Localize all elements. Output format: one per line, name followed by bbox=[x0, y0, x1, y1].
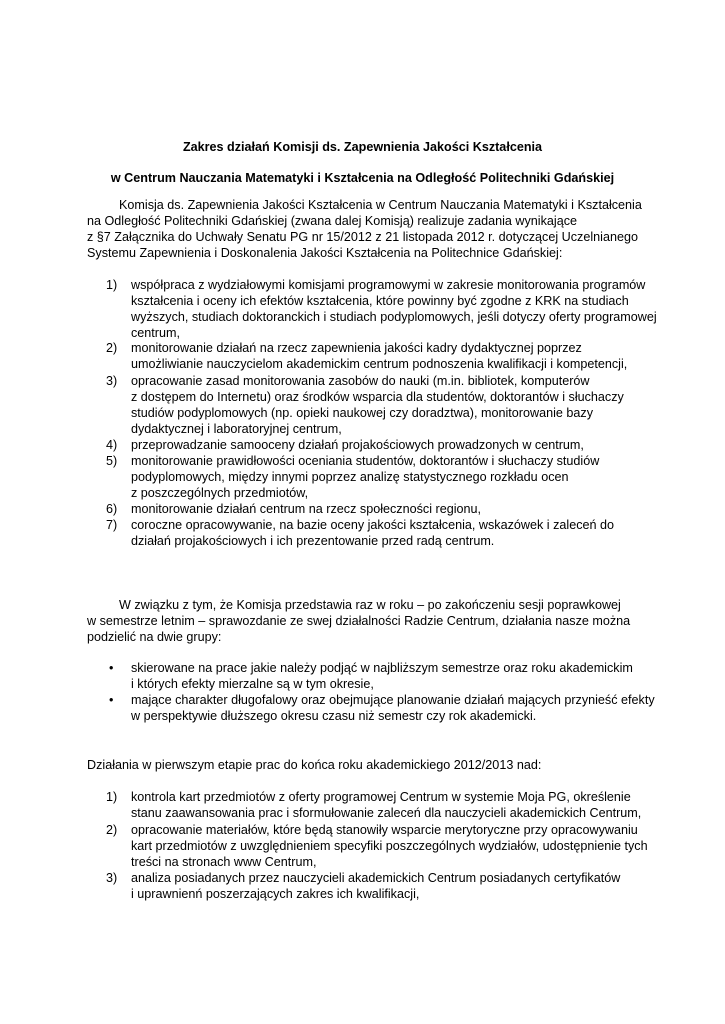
task-line: monitorowanie działań na rzecz zapewnienia jakości kadry dydaktycznej poprzez bbox=[131, 341, 582, 355]
bullet-icon: • bbox=[109, 693, 114, 707]
task-line: umożliwianie nauczycielom akademickim centrum podnoszenia kwalifikacji i kompetencji, bbox=[131, 357, 628, 371]
intro-line: Komisja ds. Zapewnienia Jakości Kształcenia w Centrum Nauczania Matematyki i Kształcenia bbox=[119, 198, 642, 212]
task-line: dydaktycznej i laboratoryjnej centrum, bbox=[131, 422, 342, 436]
task-number: 6) bbox=[106, 502, 118, 516]
group-line: i których efekty mierzalne są w tym okresie, bbox=[131, 677, 374, 691]
group-line: mające charakter długofalowy oraz obejmujące planowanie działań mających przynieść efekty bbox=[131, 693, 655, 707]
document-title-line2: w Centrum Nauczania Matematyki i Kształcenia na Odległość Politechniki Gdańskiej bbox=[110, 171, 615, 185]
task-line: studiów podyplomowych (np. opieki naukowej czy doradztwa), monitorowanie bazy bbox=[131, 406, 594, 420]
group-line: w perspektywie dłuższego okresu czasu niż semestr czy rok akademicki. bbox=[131, 709, 537, 723]
intro-line: z §7 Załącznika do Uchwały Senatu PG nr 15/2012 z 21 listopada 2012 r. dotyczącej Uczelnianego bbox=[87, 230, 638, 244]
task-line: wyższych, studiach doktoranckich i studiach podyplomowych, jeśli dotyczy oferty programowej bbox=[131, 310, 657, 324]
stage-task-line: kart przedmiotów z uwzględnieniem specyfiki poszczególnych wydziałów, udostępnienie tych bbox=[131, 839, 648, 853]
task-line: centrum, bbox=[131, 326, 180, 340]
task-line: działań projakościowych i ich prezentowanie przed radą centrum. bbox=[131, 534, 495, 548]
intro-line: na Odległość Politechniki Gdańskiej (zwana dalej Komisją) realizuje zadania wynikające bbox=[87, 214, 578, 228]
paragraph2-line: W związku z tym, że Komisja przedstawia raz w roku – po zakończeniu sesji poprawkowej bbox=[119, 598, 621, 612]
stage-task-line: stanu zaawansowania prac i sformułowanie zaleceń dla nauczycieli akademickich Centrum, bbox=[131, 806, 642, 820]
paragraph2-line: podzielić na dwie grupy: bbox=[87, 630, 222, 644]
stage-task-line: opracowanie materiałów, które będą stanowiły wsparcie merytoryczne przy opracowywaniu bbox=[131, 823, 638, 837]
document-title-line1: Zakres działań Komisji ds. Zapewnienia Jakości Kształcenia bbox=[182, 140, 543, 154]
task-line: coroczne opracowywanie, na bazie oceny jakości kształcenia, wskazówek i zaleceń do bbox=[131, 518, 615, 532]
task-line: przeprowadzanie samooceny działań projakościowych prowadzonych w centrum, bbox=[131, 438, 584, 452]
stage-task-line: treści na stronach www Centrum, bbox=[131, 855, 317, 869]
task-number: 4) bbox=[106, 438, 118, 452]
task-line: monitorowanie prawidłowości oceniania studentów, doktorantów i słuchaczy studiów bbox=[131, 454, 600, 468]
task-number: 3) bbox=[106, 374, 118, 388]
stage-task-number: 1) bbox=[106, 790, 118, 804]
task-line: współpraca z wydziałowymi komisjami programowymi w zakresie monitorowania programów bbox=[131, 278, 646, 292]
paragraph2-line: w semestrze letnim – sprawozdanie ze swej działalności Radzie Centrum, działania nasze można bbox=[87, 614, 631, 628]
task-number: 2) bbox=[106, 341, 118, 355]
task-line: z dostępem do Internetu) oraz środków wsparcia dla studentów, doktorantów i słuchaczy bbox=[131, 390, 624, 404]
intro-line: Systemu Zapewnienia i Doskonalenia Jakości Kształcenia na Politechnice Gdańskiej: bbox=[87, 246, 563, 260]
task-number: 1) bbox=[106, 278, 118, 292]
stage-task-number: 2) bbox=[106, 823, 118, 837]
task-number: 7) bbox=[106, 518, 118, 532]
task-number: 5) bbox=[106, 454, 118, 468]
stage-task-number: 3) bbox=[106, 871, 118, 885]
task-line: monitorowanie działań centrum na rzecz społeczności regionu, bbox=[131, 502, 482, 516]
paragraph3: Działania w pierwszym etapie prac do końca roku akademickiego 2012/2013 nad: bbox=[87, 758, 542, 772]
task-line: kształcenia i oceny ich efektów kształcenia, które powinny być zgodne z KRK na studiach bbox=[131, 294, 629, 308]
stage-task-line: analiza posiadanych przez nauczycieli akademickich Centrum posiadanych certyfikatów bbox=[131, 871, 621, 885]
task-line: opracowanie zasad monitorowania zasobów do nauki (m.in. bibliotek, komputerów bbox=[131, 374, 590, 388]
stage-task-line: i uprawnienń poszerzających zakres ich kwalifikacji, bbox=[131, 887, 420, 901]
group-line: skierowane na prace jakie należy podjąć w najbliższym semestrze oraz roku akademickim bbox=[131, 661, 633, 675]
bullet-icon: • bbox=[109, 661, 114, 675]
task-line: z poszczególnych przedmiotów, bbox=[131, 486, 309, 500]
task-line: podyplomowych, między innymi poprzez analizę statystycznego rozkładu ocen bbox=[131, 470, 569, 484]
stage-task-line: kontrola kart przedmiotów z oferty programowej Centrum w systemie Moja PG, określenie bbox=[131, 790, 631, 804]
